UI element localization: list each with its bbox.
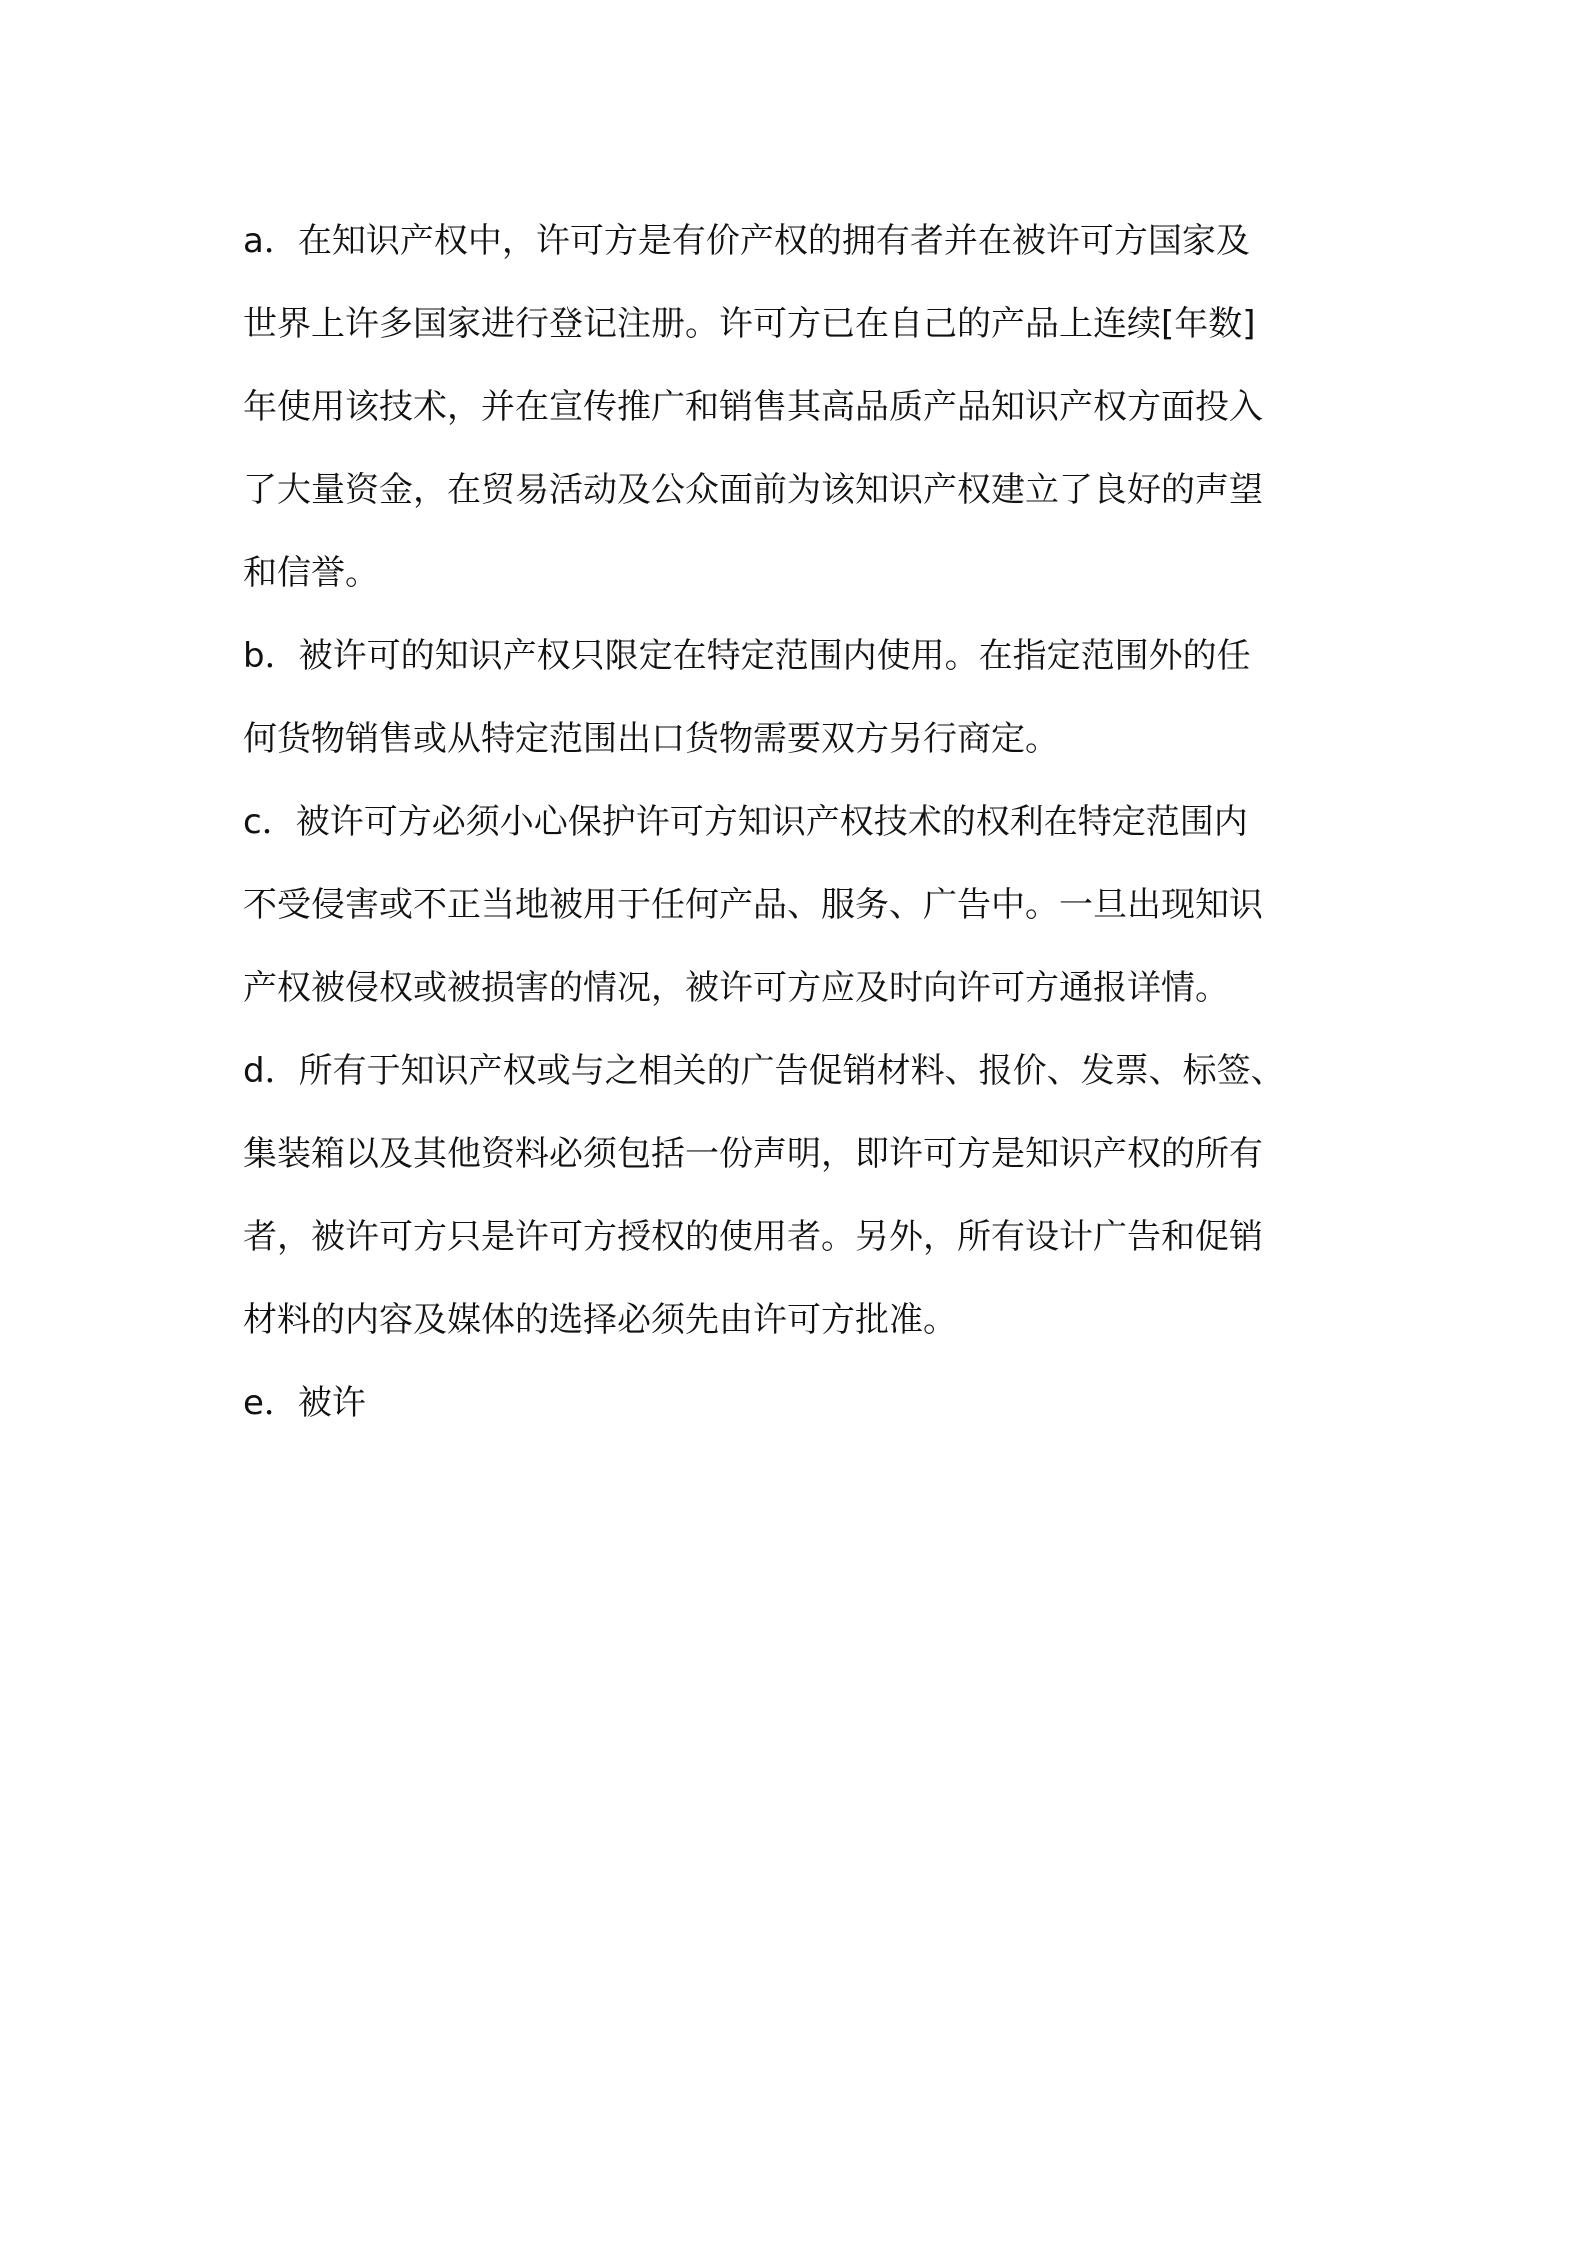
clause-d-line-3: 者，被许可方只是许可方授权的使用者。另外，所有设计广告和促销 xyxy=(243,1217,1263,1257)
clause-a-line-5: 和信誉。 xyxy=(243,553,379,593)
clause-a-line-3: 年使用该技术，并在宣传推广和销售其高品质产品知识产权方面投入 xyxy=(243,387,1263,427)
clause-e-line-1: e．被许 xyxy=(243,1383,366,1423)
clause-a-line-1: a．在知识产权中，许可方是有价产权的拥有者并在被许可方国家及 xyxy=(243,221,1250,261)
clause-d-line-2: 集装箱以及其他资料必须包括一份声明，即许可方是知识产权的所有 xyxy=(243,1134,1263,1174)
clause-d-line-1: d．所有于知识产权或与之相关的广告促销材料、报价、发票、标签、 xyxy=(243,1051,1285,1091)
clause-b-line-2: 何货物销售或从特定范围出口货物需要双方另行商定。 xyxy=(243,719,1059,759)
clause-a-line-2: 世界上许多国家进行登记注册。许可方已在自己的产品上连续[年数] xyxy=(243,304,1256,344)
clause-b-line-1: b．被许可的知识产权只限定在特定范围内使用。在指定范围外的任 xyxy=(243,636,1251,676)
clause-c-line-2: 不受侵害或不正当地被用于任何产品、服务、广告中。一旦出现知识 xyxy=(243,885,1263,925)
clause-a-line-4: 了大量资金，在贸易活动及公众面前为该知识产权建立了良好的声望 xyxy=(243,470,1263,510)
document-body xyxy=(243,200,1363,1445)
clause-c-line-1: c．被许可方必须小心保护许可方知识产权技术的权利在特定范围内 xyxy=(243,802,1248,842)
clause-c-line-3: 产权被侵权或被损害的情况，被许可方应及时向许可方通报详情。 xyxy=(243,968,1229,1008)
clause-d-line-4: 材料的内容及媒体的选择必须先由许可方批准。 xyxy=(243,1300,957,1340)
